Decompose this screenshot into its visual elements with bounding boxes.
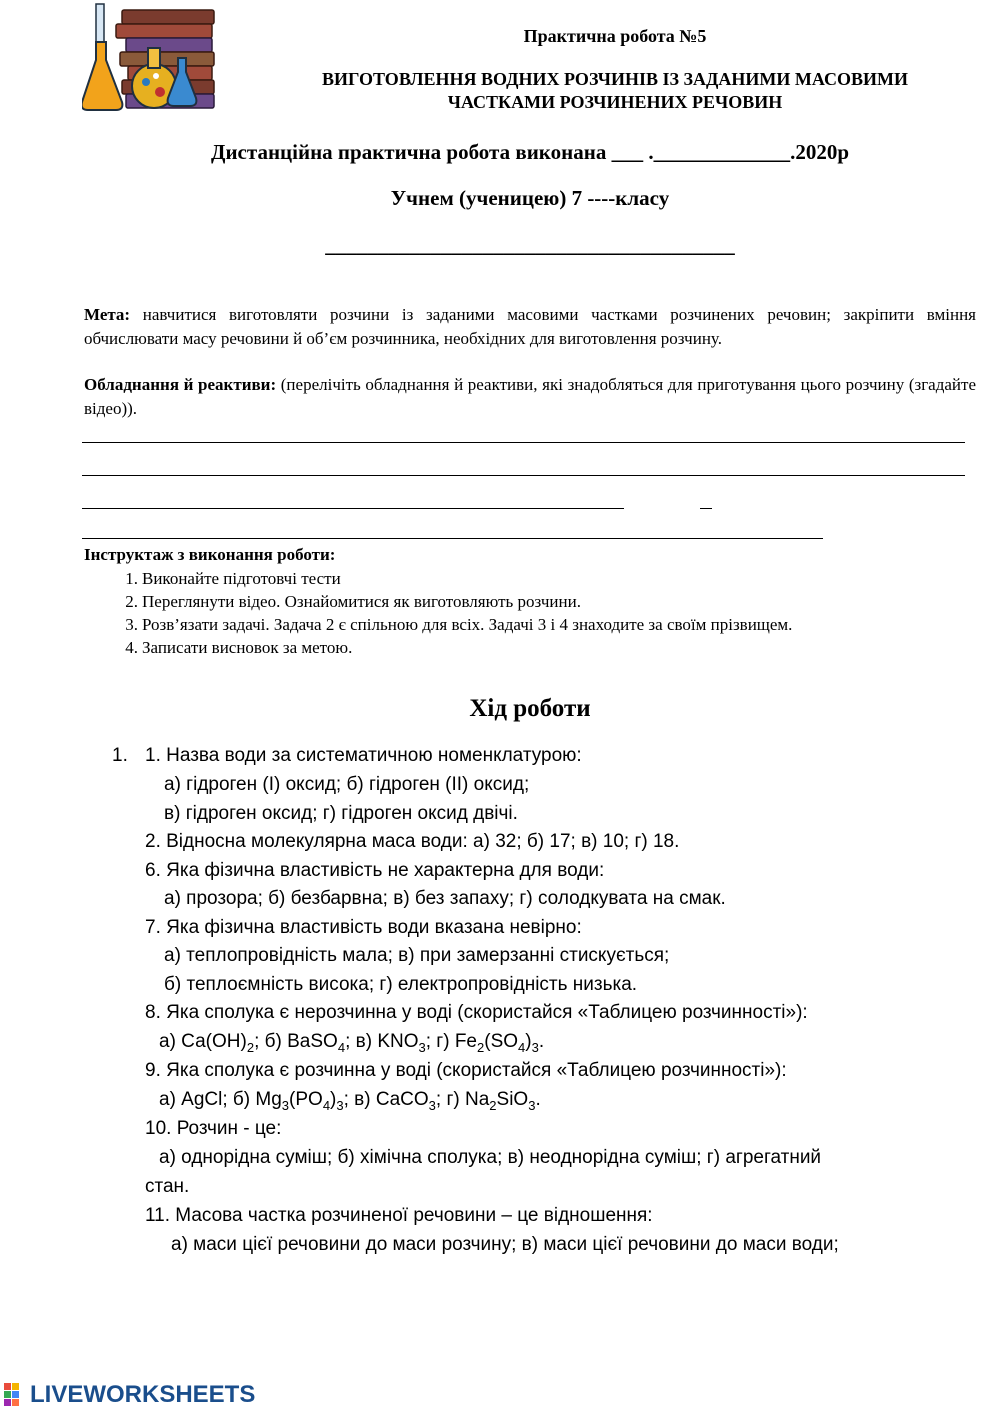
equipment-text: (перелічіть обладнання й реактиви, які знадобляться для приготування цього розчину (згадайте відео)). bbox=[84, 375, 976, 418]
q8-opt-end: . bbox=[538, 1031, 545, 1052]
q8-sub-4: 2 bbox=[477, 1039, 485, 1055]
q8-sub-6: 3 bbox=[531, 1039, 539, 1055]
question-10-options-b[interactable]: стан. bbox=[145, 1176, 190, 1197]
question-6: 6. Яка фізична властивість не характерна для води: bbox=[145, 860, 605, 881]
list-item-number: 3. bbox=[125, 615, 138, 634]
instructions-title: Інструктаж з виконання роботи: bbox=[84, 545, 336, 564]
q9-opt-d: ; г) Na bbox=[435, 1089, 490, 1110]
equipment-paragraph bbox=[84, 373, 976, 421]
list-item-text: Переглянути відео. Ознайомитися як виготовляють розчини. bbox=[142, 592, 581, 611]
chemistry-books-logo bbox=[82, 2, 222, 114]
work-title: Практична робота №5 bbox=[523, 26, 707, 46]
list-item bbox=[84, 590, 792, 613]
liveworksheets-blocks-icon bbox=[4, 1383, 30, 1407]
q9-sub-5: 2 bbox=[489, 1097, 497, 1113]
q8-opt-d2: (SO bbox=[484, 1031, 519, 1052]
question-11: 11. Масова частка розчиненої речовини – це відношення: bbox=[145, 1205, 653, 1226]
student-class-line[interactable]: Учнем (ученицею) 7 ----класу bbox=[390, 186, 670, 210]
q8-opt-c: ; в) KNO bbox=[345, 1031, 419, 1052]
goal-label: Мета: bbox=[84, 305, 131, 324]
question-1-options-a[interactable]: а) гідроген (І) оксид; б) гідроген (ІІ) оксид; bbox=[164, 774, 530, 795]
student-name-blank[interactable]: _______________________________________ bbox=[325, 233, 735, 257]
question-list-number: 1. bbox=[112, 745, 128, 766]
question-1-options-b[interactable]: в) гідроген оксид; г) гідроген оксид двічі. bbox=[164, 803, 518, 824]
q8-opt-d3: ) bbox=[525, 1031, 532, 1052]
question-9: 9. Яка сполука є розчинна у воді (скористайся «Таблицею розчинності»): bbox=[145, 1060, 787, 1081]
list-item bbox=[84, 567, 792, 590]
equipment-label: Обладнання й реактиви: bbox=[84, 375, 277, 394]
list-item-number: 1. bbox=[125, 569, 138, 588]
q9-sub-6: 3 bbox=[528, 1097, 536, 1113]
question-11-options[interactable]: а) маси цієї речовини до маси розчину; в) маси цієї речовини до маси води; bbox=[171, 1234, 839, 1255]
list-item bbox=[84, 636, 792, 659]
list-item-text: Записати висновок за метою. bbox=[142, 638, 353, 657]
question-8-options[interactable] bbox=[159, 1027, 544, 1056]
q9-opt-c: ; в) CaCO bbox=[343, 1089, 429, 1110]
q9-opt-b3: ) bbox=[330, 1089, 337, 1110]
q8-opt-d: ; г) Fe bbox=[425, 1031, 478, 1052]
section-title: Хід роботи bbox=[469, 695, 591, 722]
q9-opt-ab: а) AgCl; б) Mg bbox=[159, 1089, 282, 1110]
equipment-answer-line-3b[interactable] bbox=[700, 508, 712, 509]
list-item bbox=[84, 613, 792, 636]
question-6-options[interactable]: а) прозора; б) безбарвна; в) без запаху; г) солодкувата на смак. bbox=[164, 888, 726, 909]
question-1: 1. Назва води за систематичною номенклатурою: bbox=[145, 745, 582, 766]
work-subtitle bbox=[270, 68, 960, 114]
goal-text: навчитися виготовляти розчини із заданими масовими частками розчинених речовин; закріпити вміння обчислювати масу речовини й об’єм розчинника, необхідних для виготовлення розчину. bbox=[84, 305, 976, 348]
question-9-options[interactable] bbox=[159, 1085, 541, 1114]
question-7-options-b[interactable]: б) теплоємність висока; г) електропровідність низька. bbox=[164, 974, 638, 995]
work-subtitle-line1: ВИГОТОВЛЕННЯ ВОДНИХ РОЗЧИНІВ ІЗ ЗАДАНИМИ МАСОВИМИ bbox=[322, 69, 908, 89]
q8-sub-5: 4 bbox=[518, 1039, 526, 1055]
question-7-options-a[interactable]: а) теплопровідність мала; в) при замерзанні стискується; bbox=[164, 945, 670, 966]
instructions-list bbox=[84, 567, 792, 659]
liveworksheets-brand-text: LIVEWORKSHEETS bbox=[30, 1381, 256, 1408]
equipment-answer-line-1[interactable] bbox=[82, 442, 965, 443]
question-2[interactable]: 2. Відносна молекулярна маса води: а) 32; б) 17; в) 10; г) 18. bbox=[145, 831, 680, 852]
question-8: 8. Яка сполука є нерозчинна у воді (скористайся «Таблицею розчинності»): bbox=[145, 1002, 808, 1023]
q8-sub-1: 2 bbox=[246, 1039, 255, 1055]
q9-opt-end: . bbox=[535, 1089, 541, 1110]
q9-sub-1: 3 bbox=[281, 1097, 290, 1113]
q8-opt-b: ; б) BaSO bbox=[254, 1031, 338, 1052]
q9-sub-2: 4 bbox=[322, 1097, 331, 1113]
equipment-answer-line-4[interactable] bbox=[82, 538, 823, 539]
liveworksheets-logo[interactable] bbox=[4, 1383, 255, 1407]
q9-sub-3: 3 bbox=[336, 1097, 344, 1113]
list-item-text: Виконайте підготовчі тести bbox=[142, 569, 341, 588]
question-10-options-a[interactable]: а) однорідна суміш; б) хімічна сполука; в) неоднорідна суміш; г) агрегатний bbox=[159, 1147, 822, 1168]
goal-paragraph bbox=[84, 303, 976, 351]
list-item-text: Розв’язати задачі. Задача 2 є спільною для всіх. Задачі 3 і 4 знаходите за своїм прізвищем. bbox=[142, 615, 793, 634]
q9-sub-4: 3 bbox=[428, 1097, 436, 1113]
question-7: 7. Яка фізична властивість води вказана невірно: bbox=[145, 917, 582, 938]
q9-opt-d2: SiO bbox=[496, 1089, 529, 1110]
equipment-answer-line-3[interactable] bbox=[82, 508, 624, 509]
q9-opt-b2: (PO bbox=[289, 1089, 323, 1110]
question-10: 10. Розчин - це: bbox=[145, 1118, 282, 1139]
list-item-number: 4. bbox=[125, 638, 138, 657]
equipment-answer-line-2[interactable] bbox=[82, 475, 965, 476]
q8-opt-a: а) Са(ОН) bbox=[159, 1031, 247, 1052]
list-item-number: 2. bbox=[125, 592, 138, 611]
completion-date-line[interactable]: Дистанційна практична робота виконана ___ ._____________.2020р bbox=[211, 140, 849, 164]
work-subtitle-line2: ЧАСТКАМИ РОЗЧИНЕНИХ РЕЧОВИН bbox=[447, 92, 783, 112]
q8-sub-3: 3 bbox=[418, 1039, 426, 1055]
q8-sub-2: 4 bbox=[337, 1039, 346, 1055]
